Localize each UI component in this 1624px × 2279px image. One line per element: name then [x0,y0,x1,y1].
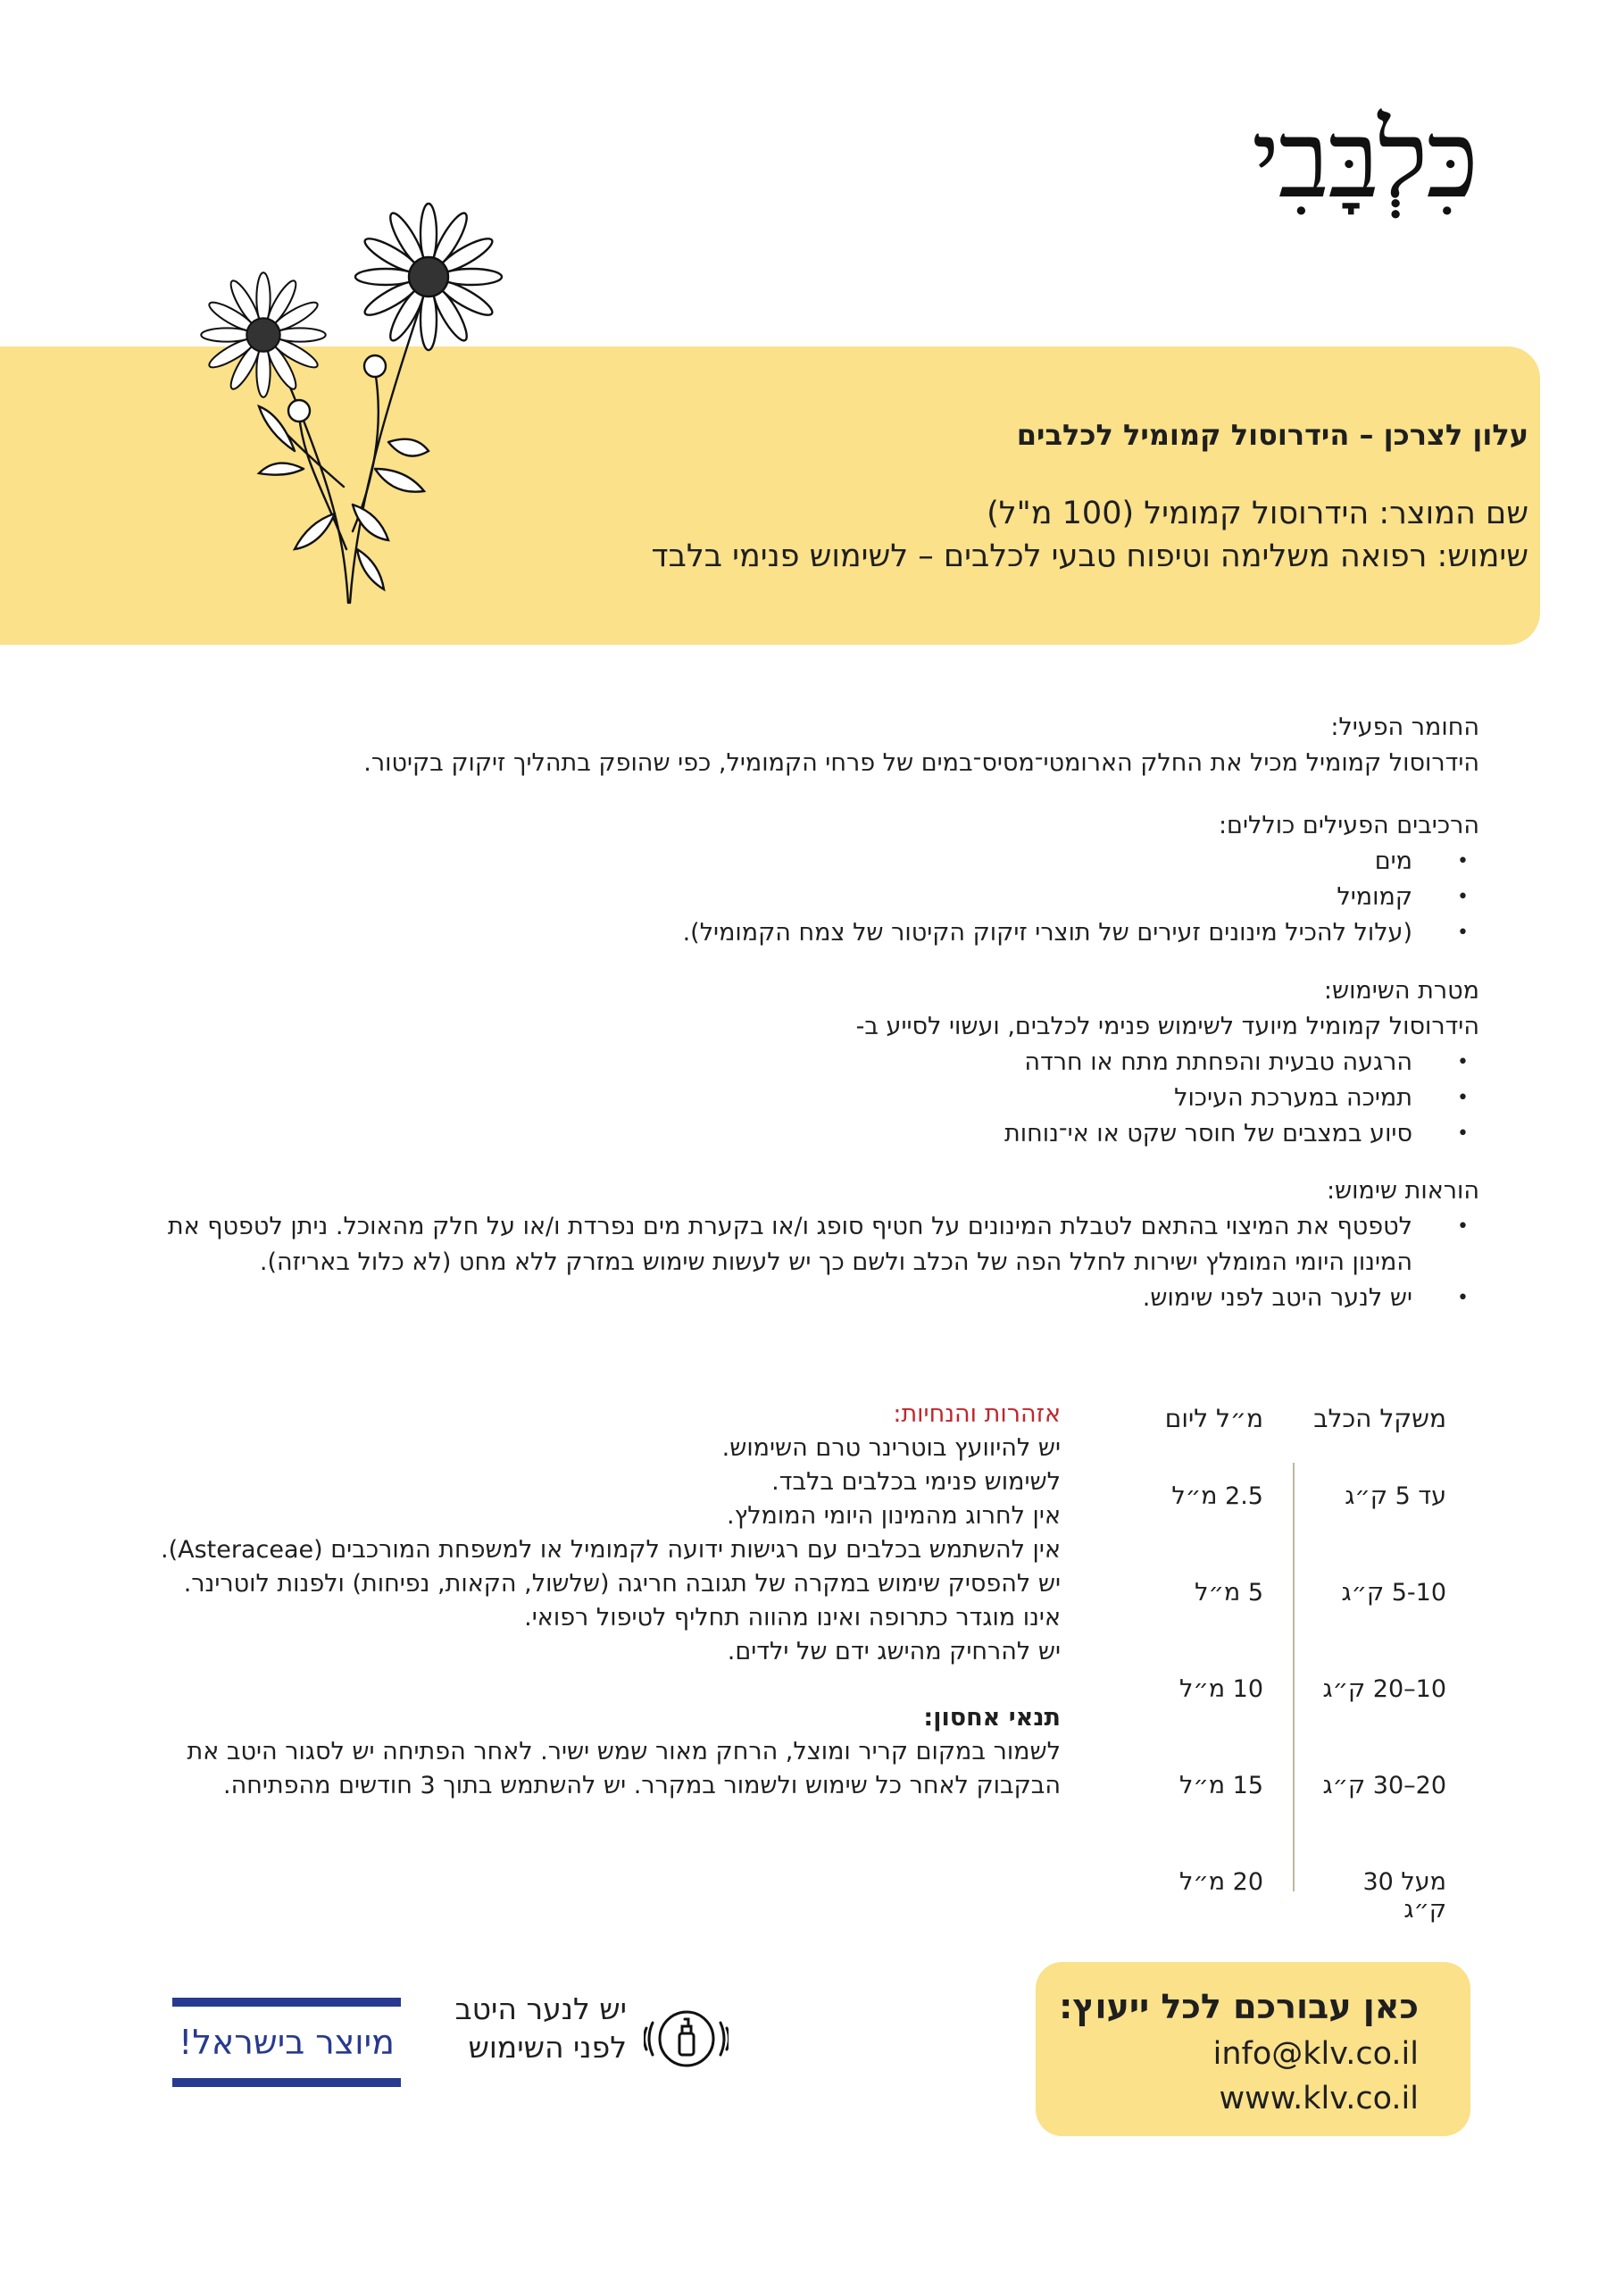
storage-title: תנאי אחסון: [923,1704,1061,1732]
list-item: • תמיכה במערכת העיכול [122,1081,1479,1116]
list-item: • סיוע במצבים של חוסר שקט או אי־נוחות [122,1116,1479,1152]
storage-text: לשמור במקום קריר ומוצל, הרחק מאור שמש ישיר. לאחר הפתיחה יש לסגור היטב את הבקבוק לאחר כל שימוש ולשמור במקרר. יש להשתמש בתוך 3 חודשים מהפתיחה. [187,1738,1061,1799]
contact-email-link[interactable]: info@klv.co.il [1212,2036,1419,2072]
chamomile-illustration [161,192,518,612]
list-item: • (עלול להכיל מינונים זעירים של תוצרי זיקוק הקיטור של צמח הקמומיל). [122,915,1479,951]
purpose-section [122,973,1479,1152]
dose-cell: 15 מ״ל [1178,1772,1263,1799]
section-title: החומר הפעיל: [1330,714,1479,741]
flag-stripe-bottom [172,2078,401,2087]
section-title: הוראות שימוש: [1326,1177,1479,1205]
list-item: • קמומיל [122,880,1479,915]
warning-line: אין לחרוג מהמינון היומי המומלץ. [727,1502,1061,1530]
list-item: • לטפטף את המיצוי בהתאם לטבלת המינונים על חטיף סופג ו/או בקערת מים נפרדת ו/או על חלק מהאוכל. ניתן לטפטף את המינון היומי המומלץ ישירות לחלל הפה של הכלב ולשם כך יש לעשות שימוש במזרק ללא מחט (לא כלול באריזה). [122,1209,1479,1281]
list-item: • הרגעה טבעית והפחתת מתח או חרדה [122,1045,1479,1081]
weight-cell: 20–30 ק״ג [1322,1772,1446,1799]
weight-header: משקל הכלב [1313,1404,1446,1433]
contact-website-link[interactable]: www.klv.co.il [1219,2081,1419,2116]
section-title: הרכיבים הפעילים כוללים: [1218,812,1479,839]
table-divider [1293,1463,1295,1891]
warning-line: יש להרחיק מהישג ידם של ילדים. [727,1638,1061,1665]
list-item: • יש לנער היטב לפני שימוש. [122,1281,1479,1316]
made-in-israel-badge [172,1998,401,2087]
dose-cell: 2.5 מ״ל [1171,1482,1263,1510]
warning-line: אינו מוגדר כתרופה ואינו מהווה תחליף לטיפול רפואי. [524,1604,1061,1632]
warning-line: אין להשתמש בכלבים עם רגישות ידועה לקמומיל או למשפחת המורכבים (Asteraceae). [161,1536,1061,1564]
shake-text [455,1990,627,2066]
dose-cell: 5 מ״ל [1195,1579,1263,1607]
dose-header: מ״ל ליום [1164,1404,1263,1433]
dose-cell: 10 מ״ל [1178,1675,1263,1703]
shake-note [429,1983,732,2090]
active-ingredient-section [122,710,1479,781]
list-item: • מים [122,844,1479,880]
warnings-title: אזהרות והנחיות: [893,1400,1061,1428]
weight-cell: 10–20 ק״ג [1322,1675,1446,1703]
leaflet-title: עלון לצרכן – הידרוסול קמומיל לכלבים [1016,418,1528,452]
flag-stripe-top [172,1998,401,2007]
instructions-section [122,1173,1479,1316]
shake-line-2: לפני השימוש [468,2030,627,2065]
warning-line: יש להפסיק שימוש במקרה של תגובה חריגה (שלשול, הקאות, נפיחות) ולפנות לוטרינר. [183,1570,1061,1598]
weight-cell: מעל 30 ק״ג [1362,1868,1446,1924]
dosage-table [1098,1393,1446,1924]
product-name: שם המוצר: הידרוסול קמומיל (100 מ"ל) [987,496,1528,531]
components-section [122,808,1479,951]
contact-title: כאן עבורכם לכל ייעוץ: [1059,1987,1419,2026]
dose-cell: 20 מ״ל [1178,1868,1263,1896]
contact-box [1036,1962,1470,2136]
warning-line: יש להיוועץ בוטרינר טרם השימוש. [721,1434,1061,1462]
section-text: הידרוסול קמומיל מיועד לשימוש פנימי לכלבים, ועשוי לסייע ב- [855,1013,1479,1040]
section-text: הידרוסול קמומיל מכיל את החלק הארומטי־מסיס־במים של פרחי הקמומיל, כפי שהופק בתהליך זיקוק בקיטור. [363,749,1479,777]
weight-cell: עד 5 ק״ג [1345,1482,1446,1510]
brand-logo: כִּלְבָּבִי [1252,98,1477,222]
usage-line: שימוש: רפואה משלימה וטיפוח טבעי לכלבים – לשימוש פנימי בלבד [651,538,1528,574]
warnings-section [159,1398,1061,1803]
warning-line: לשימוש פנימי בכלבים בלבד. [771,1468,1061,1496]
shake-bottle-icon [644,1994,729,2083]
shake-line-1: יש לנער היטב [454,1991,627,2026]
section-title: מטרת השימוש: [1323,977,1479,1005]
made-in-israel-text: מיוצר בישראל! [179,2023,395,2062]
weight-cell: 5-10 ק״ג [1341,1579,1446,1607]
